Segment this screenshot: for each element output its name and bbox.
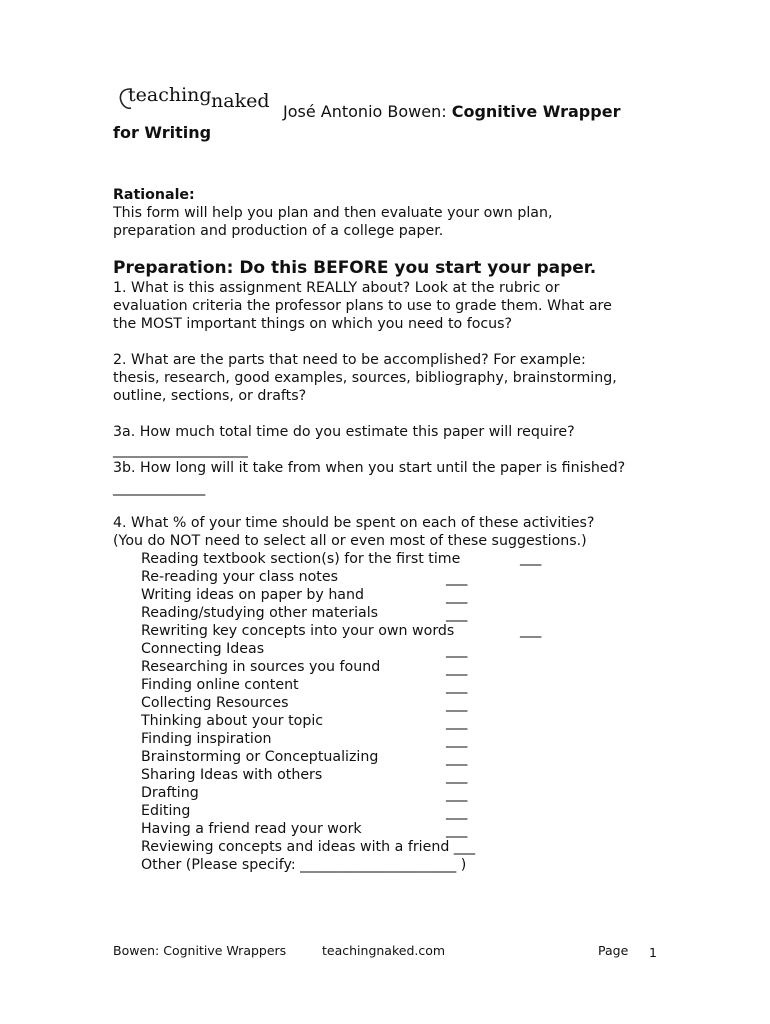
activity-blank[interactable]: ___ xyxy=(446,768,468,784)
activity-blank[interactable]: ___ xyxy=(446,804,468,820)
activity-item: Reading/studying other materials xyxy=(141,605,379,621)
question-4-line-2: (You do NOT need to select all or even most of these suggestions.) xyxy=(113,533,587,549)
activity-item: Collecting Resources xyxy=(141,695,289,711)
activity-item: Writing ideas on paper by hand xyxy=(141,587,365,603)
activity-blank[interactable]: ___ xyxy=(520,622,542,638)
activity-item: Researching in sources you found xyxy=(141,659,381,675)
activity-item: Other (Please specify: ______________________ ) xyxy=(141,857,467,873)
logo-text-teaching: teaching xyxy=(128,84,212,106)
activity-item: Rewriting key concepts into your own words xyxy=(141,623,455,639)
question-4-line-1: 4. What % of your time should be spent on each of these activities? xyxy=(113,515,595,531)
activity-item: Reading textbook section(s) for the first time xyxy=(141,551,461,567)
question-1-line-1: 1. What is this assignment REALLY about? Look at the rubric or xyxy=(113,280,560,296)
activity-blank[interactable]: ___ xyxy=(446,786,468,802)
activity-blank[interactable]: ___ xyxy=(446,696,468,712)
activity-item: Reviewing concepts and ideas with a friend ___ xyxy=(141,839,476,855)
activity-blank[interactable]: ___ xyxy=(446,750,468,766)
logo-text-naked: naked xyxy=(211,90,270,112)
activity-item: Drafting xyxy=(141,785,199,801)
activity-blank[interactable]: ___ xyxy=(446,606,468,622)
footer-page-label: Page xyxy=(598,943,629,958)
question-2-line-3: outline, sections, or drafts? xyxy=(113,388,307,404)
activity-item: Re-reading your class notes xyxy=(141,569,338,585)
rationale-heading: Rationale: xyxy=(113,187,195,203)
title-part-a: Cognitive Wrapper xyxy=(451,102,621,121)
footer-website: teachingnaked.com xyxy=(322,943,446,958)
activity-blank[interactable]: ___ xyxy=(446,714,468,730)
question-3a: 3a. How much total time do you estimate this paper will require? xyxy=(113,424,575,440)
activity-item: Finding inspiration xyxy=(141,731,272,747)
preparation-heading: Preparation: Do this BEFORE you start your paper. xyxy=(113,258,597,278)
author-name: José Antonio Bowen: xyxy=(283,102,452,121)
activity-item: Sharing Ideas with others xyxy=(141,767,323,783)
activity-item: Having a friend read your work xyxy=(141,821,362,837)
question-3b: 3b. How long will it take from when you start until the paper is finished? xyxy=(113,460,626,476)
question-1-line-3: the MOST important things on which you need to focus? xyxy=(113,316,513,332)
question-2-line-1: 2. What are the parts that need to be accomplished? For example: xyxy=(113,352,586,368)
activity-item: Brainstorming or Conceptualizing xyxy=(141,749,379,765)
activity-blank[interactable]: ___ xyxy=(520,550,542,566)
activity-item: Editing xyxy=(141,803,191,819)
activity-item: Thinking about your topic xyxy=(141,713,324,729)
question-3b-blank: _____________ xyxy=(113,480,206,496)
activity-blank[interactable]: ___ xyxy=(446,570,468,586)
footer-page-number: 1 xyxy=(649,945,657,960)
document-title-line2: for Writing xyxy=(113,123,212,142)
document-title-line1 xyxy=(283,102,620,121)
rationale-line-1: This form will help you plan and then evaluate your own plan, xyxy=(113,205,553,221)
activity-item: Finding online content xyxy=(141,677,299,693)
activity-blank[interactable]: ___ xyxy=(446,642,468,658)
activity-blank[interactable]: ___ xyxy=(446,660,468,676)
teachingnaked-logo xyxy=(118,84,278,114)
activity-blank[interactable]: ___ xyxy=(446,822,468,838)
activity-blank[interactable]: ___ xyxy=(446,678,468,694)
question-2-line-2: thesis, research, good examples, sources, bibliography, brainstorming, xyxy=(113,370,617,386)
activity-item: Connecting Ideas xyxy=(141,641,265,657)
activity-blank[interactable]: ___ xyxy=(446,732,468,748)
footer-left-text: Bowen: Cognitive Wrappers xyxy=(113,943,287,958)
activity-blank[interactable]: ___ xyxy=(446,588,468,604)
rationale-line-2: preparation and production of a college paper. xyxy=(113,223,444,239)
question-3a-blank: ___________________ xyxy=(113,442,248,458)
question-1-line-2: evaluation criteria the professor plans to use to grade them. What are xyxy=(113,298,612,314)
